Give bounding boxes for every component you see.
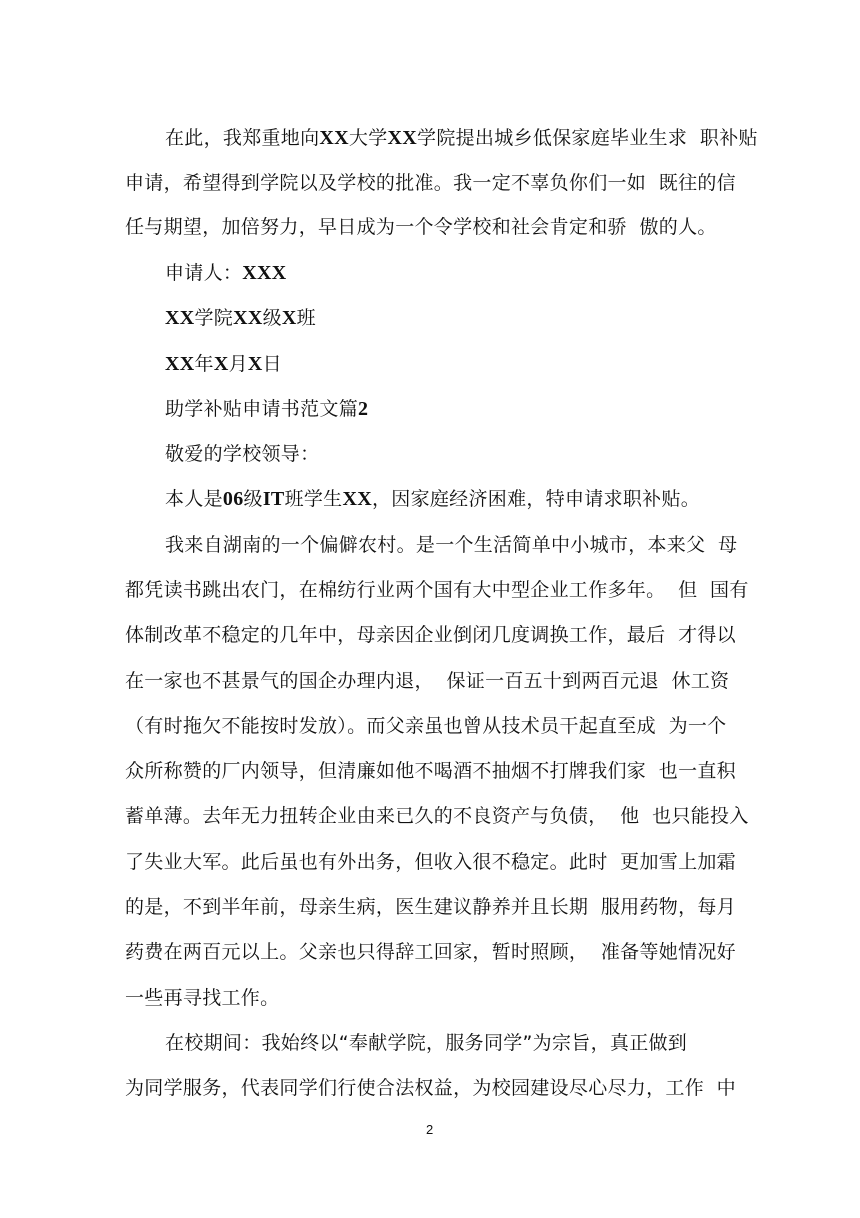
text-segment: 06 [222,488,244,510]
text-line [125,714,726,738]
text-segment: X [213,353,229,375]
text-segment: XX [387,127,418,149]
text-segment: 班学生 [284,488,343,510]
text-segment: 蓄单薄。去年无力扭转企业由来已久的不良资产与负债， 他 也只能投入 [125,805,749,827]
text-line [165,533,737,557]
text-segment: 级 [243,488,263,510]
text-line [125,895,736,919]
text-line [165,397,368,421]
text-line [125,1076,736,1100]
text-line [125,578,749,602]
text-segment: 在一家也不甚景气的国企办理内退， 保证一百五十到两百元退 休工资 [125,670,730,692]
text-segment: 任与期望，加倍努力，早日成为一个令学校和社会肯定和骄 傲的人。 [125,216,717,238]
text-segment: 都凭读书跳出农门，在棉纺行业两个国有大中型企业工作多年。 但 国有 [125,579,749,601]
text-segment: 了失业大军。此后虽也有外出务，但收入很不稳定。此时 更加雪上加霜 [125,851,736,873]
text-segment: XX [165,353,195,375]
text-segment: XX [319,127,349,149]
text-segment: 的是，不到半年前，母亲生病，医生建议静养并且长期 服用药物，每月 [125,896,736,918]
text-line [125,850,736,874]
text-segment: 一些再寻找工作。 [125,987,280,1009]
text-line [125,759,736,783]
text-segment: XX [165,307,195,329]
text-segment: 学院提出城乡低保家庭毕业生求 职补贴 [417,127,758,149]
text-segment: 日 [262,353,282,375]
text-segment: 众所称赞的厂内领导，但清廉如他不喝酒不抽烟不打牌我们家 也一直积 [125,760,736,782]
text-segment: 药费在两百元以上。父亲也只得辞工回家，暂时照顾， 准备等她情况好 [125,941,736,963]
text-segment: ，因家庭经济困难，特申请求职补贴。 [371,488,701,510]
text-segment: 在此，我郑重地向 [165,127,320,149]
text-segment: 班 [296,307,316,329]
text-segment: 月 [228,353,248,375]
text-segment: 申请人： [165,262,243,284]
text-segment: IT [262,488,285,510]
text-segment: 申请，希望得到学院以及学校的批准。我一定不辜负你们一如 既往的信 [125,172,736,194]
text-segment: 体制改革不稳定的几年中，母亲因企业倒闭几度调换工作，最后 才得以 [125,624,736,646]
page-number: 2 [426,1122,434,1137]
text-segment: X [281,307,297,329]
text-line [165,442,319,466]
text-segment: 年 [194,353,214,375]
text-line [165,306,316,330]
text-segment: 我来自湖南的一个偏僻农村。是一个生活简单中小城市，本来父 母 [165,534,738,556]
text-segment: XX [233,307,263,329]
text-line [125,171,736,195]
text-line [125,623,736,647]
text-segment: 本人是 [165,488,223,510]
text-segment: XXX [242,262,287,284]
text-segment: XX [342,488,372,510]
text-line [165,1031,687,1055]
text-segment: 学院 [194,307,234,329]
text-line [125,940,736,964]
text-segment: 敬爱的学校领导： [165,443,320,465]
text-segment: 为同学服务，代表同学们行使合法权益，为校园建设尽心尽力，工作 中 [125,1077,736,1099]
text-line [165,126,758,150]
text-segment: 大学 [348,127,388,149]
text-segment: 助学补贴申请书范文篇 [165,398,359,420]
text-line [125,669,729,693]
text-line [125,986,279,1010]
text-segment: 级 [262,307,282,329]
text-segment: X [247,353,263,375]
text-line [165,352,282,376]
text-line [165,487,700,511]
text-line [125,215,717,239]
text-line [165,261,286,285]
text-line [125,804,749,828]
text-segment: 在校期间：我始终以“奉献学院，服务同学”为宗旨，真正做到 [165,1032,688,1054]
text-segment: 2 [358,398,369,420]
text-segment: （有时拖欠不能按时发放）。而父亲虽也曾从技术员干起直至成 为一个 [125,715,727,737]
